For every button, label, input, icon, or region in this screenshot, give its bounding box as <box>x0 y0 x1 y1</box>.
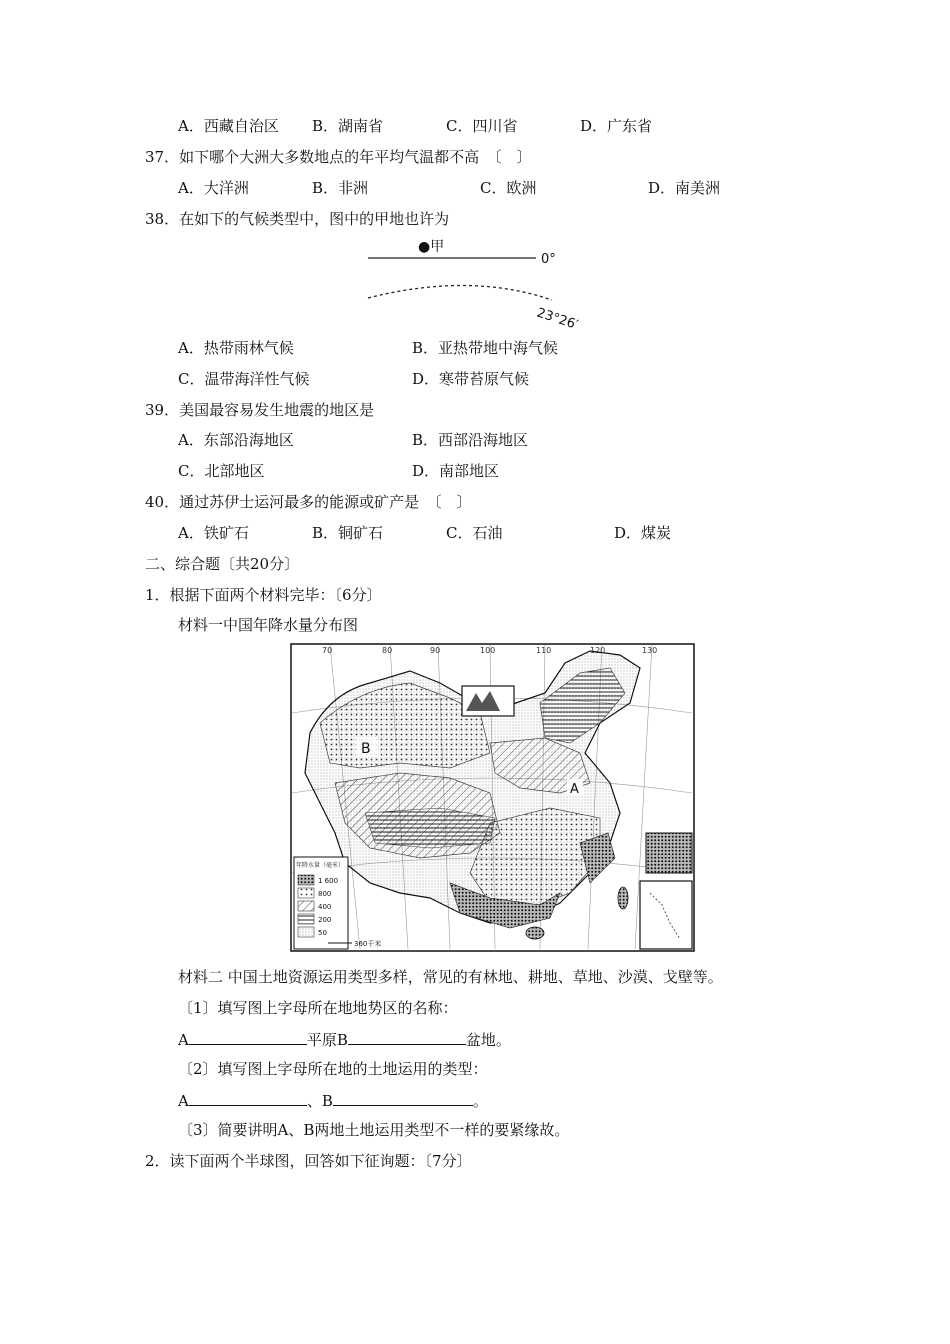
q39-option-a: A．东部沿海地区 <box>178 431 294 449</box>
lon-label-80: 80 <box>382 646 393 655</box>
part2-label-end: 。 <box>472 1092 488 1110</box>
q37-option-a: A．大洋洲 <box>178 179 249 197</box>
q38-stem: 38．在如下的气候类型中，图中的甲地也许为 <box>145 210 450 228</box>
legend-value-800: 800 <box>318 890 332 898</box>
q38-latitude-figure <box>360 234 590 334</box>
lon-label-100: 100 <box>480 646 496 655</box>
q36-option-a: A．西藏自治区 <box>178 117 279 135</box>
q40-stem: 40．通过苏伊士运河最多的能源或矿产是 〔 〕 <box>145 493 472 511</box>
legend-value-50: 50 <box>318 929 327 937</box>
legend-value-400: 400 <box>318 903 332 911</box>
map-inset-right <box>646 833 692 873</box>
legend-swatches <box>298 875 314 937</box>
q40-option-c: C．石油 <box>446 524 503 542</box>
map-inset-south-sea <box>640 881 692 949</box>
q38-option-b: B．亚热带地中海气候 <box>412 339 559 357</box>
lon-label-110: 110 <box>536 646 552 655</box>
q37-option-d: D．南美洲 <box>648 179 721 197</box>
s2q1-stem: 1．根据下面两个材料完毕：〔6分〕 <box>145 586 382 604</box>
q40-option-a: A．铁矿石 <box>178 524 249 542</box>
q36-option-d: D．广东省 <box>580 117 653 135</box>
legend-title: 年降水量（毫米） <box>296 862 345 869</box>
q38-option-d: D．寒带苔原气候 <box>412 370 530 388</box>
legend-value-1600: 1 600 <box>318 877 339 885</box>
legend-value-200: 200 <box>318 916 332 924</box>
part2-label-mid: 、B <box>306 1092 333 1110</box>
part1-label-a: A <box>178 1031 189 1049</box>
part1-label-mid: 平原B <box>306 1031 348 1049</box>
part2-blank-b[interactable] <box>333 1090 473 1106</box>
part1-blank-a[interactable] <box>189 1029 307 1045</box>
lon-label-90: 90 <box>430 646 441 655</box>
s2q1-part2-prompt: 〔2〕填写图上字母所在地的土地运用的类型： <box>178 1060 488 1078</box>
q39-option-d: D．南部地区 <box>412 462 500 480</box>
lon-label-70: 70 <box>322 646 333 655</box>
tropic-curve <box>368 285 552 300</box>
tropic-label: 23°26′ <box>534 305 580 333</box>
q38-option-a: A．热带雨林气候 <box>178 339 294 357</box>
q37-option-c: C．欧洲 <box>480 179 537 197</box>
s2q1-part1-prompt: 〔1〕填写图上字母所在地地势区的名称： <box>178 999 458 1017</box>
q39-option-c: C．北部地区 <box>178 462 265 480</box>
part2-label-a: A <box>178 1092 189 1110</box>
q36-option-c: C．四川省 <box>446 117 518 135</box>
q37-option-b: B．非洲 <box>312 179 369 197</box>
part1-blank-b[interactable] <box>348 1029 466 1045</box>
china-precipitation-map <box>290 643 695 952</box>
q39-stem: 39．美国最容易发生地震的地区是 <box>145 401 375 419</box>
map-label-b: B <box>361 741 371 757</box>
part1-label-end: 盆地。 <box>465 1031 511 1049</box>
equator-label: 0° <box>541 252 556 267</box>
s2q2-stem: 2．读下面两个半球图，回答如下征询题：〔7分〕 <box>145 1152 472 1170</box>
s2q1-part2-answer-line <box>178 1090 488 1111</box>
hainan-island <box>526 927 544 939</box>
q40-option-d: D．煤炭 <box>614 524 672 542</box>
material1-caption: 材料一中国年降水量分布图 <box>178 616 359 634</box>
section2-title: 二、综合题〔共20分〕 <box>145 555 300 573</box>
s2q1-part3-prompt: 〔3〕简要讲明A、B两地土地运用类型不一样的要紧缘故。 <box>178 1121 570 1139</box>
material2-text: 材料二 中国土地资源运用类型多样，常见的有林地、耕地、草地、沙漠、戈壁等。 <box>178 968 723 986</box>
taiwan-island <box>618 887 628 909</box>
q40-option-b: B．铜矿石 <box>312 524 384 542</box>
q38-option-c: C．温带海洋性气候 <box>178 370 310 388</box>
q37-stem: 37．如下哪个大洲大多数地点的年平均气温都不高 〔 〕 <box>145 148 532 166</box>
point-jia-label: ●甲 <box>418 239 445 255</box>
s2q1-part1-answer-line <box>178 1029 511 1050</box>
lon-label-130: 130 <box>642 646 658 655</box>
q39-option-b: B．西部沿海地区 <box>412 431 529 449</box>
map-scale-label: 360千米 <box>354 940 382 948</box>
lon-label-120: 120 <box>590 646 606 655</box>
map-label-a: A <box>570 782 579 797</box>
q36-option-b: B．湖南省 <box>312 117 384 135</box>
part2-blank-a[interactable] <box>189 1090 307 1106</box>
